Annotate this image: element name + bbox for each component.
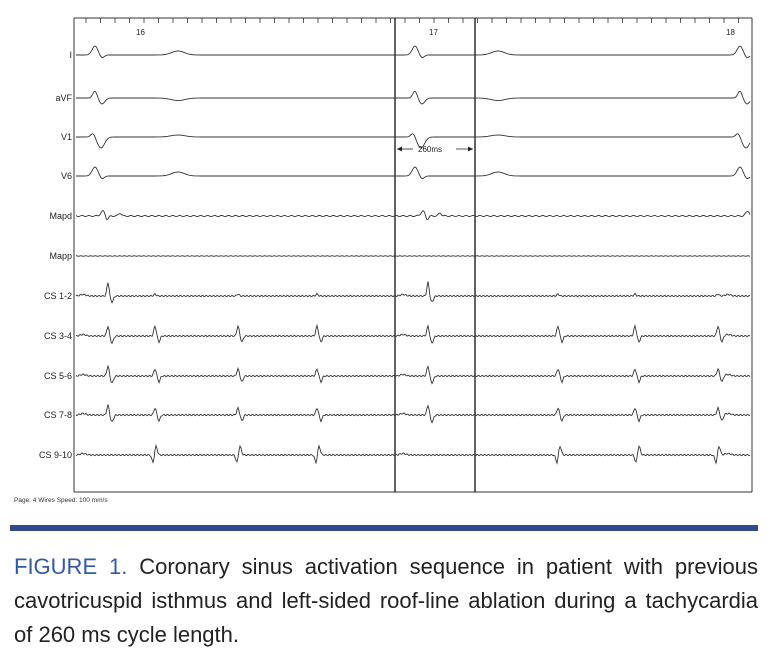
cycle-length-label: 260ms xyxy=(418,145,443,154)
tracing-frame xyxy=(74,18,752,492)
trace-v6 xyxy=(76,167,750,179)
trace-cs-1-2 xyxy=(76,281,750,302)
lead-label-cs-9-10: CS 9-10 xyxy=(38,450,72,460)
trace-cs-9-10 xyxy=(76,446,750,464)
recording-footer: Page: 4 Wires Speed: 100 mm/s xyxy=(14,497,108,504)
lead-label-mapp: Mapp xyxy=(49,251,72,261)
lead-label-cs-1-2: CS 1-2 xyxy=(43,291,72,301)
beat-number-16: 16 xyxy=(136,28,145,37)
lead-label-mapd: Mapd xyxy=(49,211,72,221)
lead-label-avf: aVF xyxy=(55,93,72,103)
lead-label-v6: V6 xyxy=(60,171,72,181)
trace-v1 xyxy=(76,134,750,148)
trace-cs-5-6 xyxy=(76,366,750,383)
beat-numbers xyxy=(136,28,735,37)
figure-caption xyxy=(14,550,758,652)
trace-avf xyxy=(76,91,750,104)
trace-mapd xyxy=(76,210,750,219)
trace-cs-7-8 xyxy=(76,405,750,423)
figure-label: FIGURE 1. xyxy=(14,554,128,579)
lead-label-v1: V1 xyxy=(60,132,72,142)
time-ticks xyxy=(86,18,739,23)
trace-cs-3-4 xyxy=(76,326,750,344)
measure-arrowhead-right xyxy=(468,147,473,152)
lead-label-cs-3-4: CS 3-4 xyxy=(43,331,72,341)
beat-number-17: 17 xyxy=(429,28,438,37)
lead-label-cs-7-8: CS 7-8 xyxy=(43,410,72,420)
trace-mapp xyxy=(76,256,750,257)
lead-labels xyxy=(39,50,73,460)
trace-i xyxy=(76,46,750,58)
caption-divider xyxy=(10,525,758,531)
caption-text: Coronary sinus activation sequence in patient with previous cavotricuspid isthmus and left-sided roof-line ablation during a tachycardia of 260 ms cycle length. xyxy=(14,554,759,647)
cycle-length-measurement xyxy=(397,145,473,154)
beat-number-18: 18 xyxy=(726,28,735,37)
lead-label-i: I xyxy=(69,50,72,60)
measure-arrowhead-left xyxy=(397,147,402,152)
lead-traces xyxy=(76,46,750,463)
lead-label-cs-5-6: CS 5-6 xyxy=(43,371,72,381)
